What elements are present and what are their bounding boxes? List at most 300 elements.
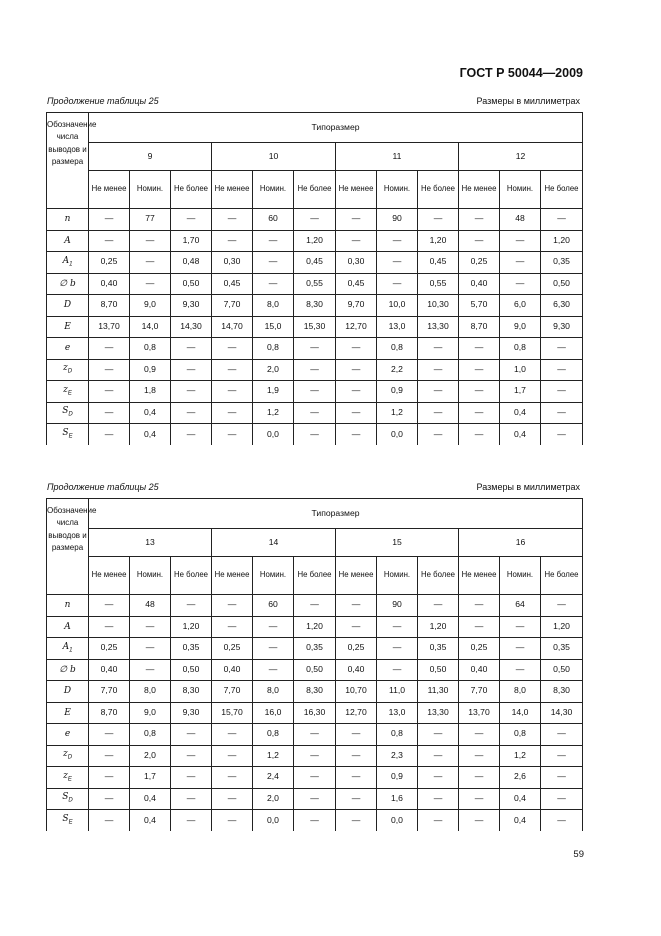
table-cell: 0,35: [418, 638, 459, 660]
table-cell: 0,25: [336, 638, 377, 660]
table-cell: —: [253, 638, 294, 660]
table-cell: 0,8: [377, 338, 418, 360]
table-cell: —: [212, 767, 253, 789]
table-cell: 13,70: [459, 702, 500, 724]
table-cell: —: [89, 381, 130, 403]
row-symbol: [47, 616, 89, 638]
table-cell: —: [336, 359, 377, 381]
table-cell: 0,45: [294, 252, 336, 274]
table-cell: —: [253, 273, 294, 295]
size-header: 15: [336, 529, 459, 557]
table-cell: 0,25: [459, 252, 500, 274]
table-cell: 0,0: [253, 424, 294, 446]
row-symbol: [47, 638, 89, 660]
symbol-subscript: D: [67, 755, 73, 762]
table-row: [47, 295, 583, 317]
size-header: 12: [459, 143, 583, 171]
table-cell: —: [89, 616, 130, 638]
symbol-text: e: [64, 343, 71, 354]
table-cell: 1,20: [541, 230, 583, 252]
table-cell: —: [459, 788, 500, 810]
table-row: [47, 381, 583, 403]
size-header: 16: [459, 529, 583, 557]
table-cell: 64: [500, 595, 541, 617]
table-cell: —: [253, 230, 294, 252]
table-cell: 15,70: [212, 702, 253, 724]
table-cell: —: [212, 810, 253, 832]
table-cell: —: [89, 745, 130, 767]
table-cell: 0,35: [294, 638, 336, 660]
sub-header: Не более: [171, 557, 212, 595]
table-cell: 0,4: [130, 424, 171, 446]
table-cell: —: [294, 424, 336, 446]
table-cell: —: [171, 209, 212, 231]
table-row: [47, 424, 583, 446]
size-header: 10: [212, 143, 336, 171]
dimensions-table: [46, 112, 583, 445]
table-cell: 60: [253, 209, 294, 231]
table-cell: —: [541, 745, 583, 767]
table-cell: —: [541, 209, 583, 231]
table-cell: 15,0: [253, 316, 294, 338]
table-cell: 48: [130, 595, 171, 617]
table-cell: —: [212, 724, 253, 746]
table-row: [47, 595, 583, 617]
table-cell: —: [500, 230, 541, 252]
table-cell: —: [212, 745, 253, 767]
row-symbol: [47, 273, 89, 295]
symbol-text: E: [64, 321, 71, 332]
table-cell: 1,20: [171, 616, 212, 638]
table-cell: 1,2: [253, 745, 294, 767]
table-cell: 9,30: [171, 295, 212, 317]
table-cell: —: [377, 273, 418, 295]
table-cell: 0,4: [500, 810, 541, 832]
symbol-subscript: E: [68, 819, 73, 826]
table-row: [47, 230, 583, 252]
table-cell: —: [171, 402, 212, 424]
table-caption-bar: [47, 482, 580, 496]
table-cell: 0,25: [89, 638, 130, 660]
table-cell: —: [212, 424, 253, 446]
table-row: [47, 638, 583, 660]
sub-header: Номин.: [377, 171, 418, 209]
symbol-text: A: [62, 641, 70, 652]
table-cell: 0,45: [212, 273, 253, 295]
row-symbol: [47, 810, 89, 832]
row-symbol: [47, 359, 89, 381]
table-cell: —: [541, 381, 583, 403]
table-cell: —: [459, 595, 500, 617]
table-cell: 0,35: [541, 252, 583, 274]
table-cell: —: [336, 788, 377, 810]
table-cell: —: [459, 724, 500, 746]
table-cell: —: [294, 745, 336, 767]
table-cell: 0,4: [130, 402, 171, 424]
table-cell: —: [294, 724, 336, 746]
table-cell: —: [294, 209, 336, 231]
row-symbol: [47, 767, 89, 789]
table-cell: —: [294, 359, 336, 381]
symbol-subscript: E: [68, 433, 73, 440]
table-cell: —: [89, 810, 130, 832]
table-cell: —: [418, 381, 459, 403]
symbol-text: A: [64, 621, 71, 632]
sub-header: Не менее: [212, 557, 253, 595]
sub-header: Не более: [418, 171, 459, 209]
table-cell: —: [253, 252, 294, 274]
table-cell: —: [212, 788, 253, 810]
row-symbol: [47, 424, 89, 446]
table-row: [47, 724, 583, 746]
table-cell: —: [418, 338, 459, 360]
sub-header: Номин.: [253, 171, 294, 209]
table-cell: —: [418, 810, 459, 832]
table-cell: 1,0: [500, 359, 541, 381]
table-cell: 1,20: [294, 616, 336, 638]
table-cell: 1,6: [377, 788, 418, 810]
table-cell: 0,4: [500, 402, 541, 424]
table-cell: —: [377, 252, 418, 274]
table-cell: —: [336, 767, 377, 789]
table-row: [47, 316, 583, 338]
symbol-subscript: 1: [69, 647, 73, 654]
table-cell: —: [171, 767, 212, 789]
table-cell: —: [294, 338, 336, 360]
table-cell: —: [130, 273, 171, 295]
table-cell: —: [89, 230, 130, 252]
table-cell: 0,40: [89, 273, 130, 295]
table-cell: 9,0: [130, 702, 171, 724]
table-cell: 9,30: [171, 702, 212, 724]
symbol-text: z: [62, 749, 68, 760]
table-cell: 0,40: [212, 659, 253, 681]
table-cell: —: [171, 595, 212, 617]
table-cell: 0,9: [130, 359, 171, 381]
table-cell: —: [294, 810, 336, 832]
table-cell: —: [541, 338, 583, 360]
table-cell: 8,30: [294, 681, 336, 703]
units-note: Размеры в миллиметрах: [476, 96, 580, 106]
sub-header: Не более: [171, 171, 212, 209]
table-cell: —: [89, 767, 130, 789]
table-cell: —: [212, 230, 253, 252]
sub-header: Не более: [418, 557, 459, 595]
table-cell: —: [171, 788, 212, 810]
table-cell: 12,70: [336, 316, 377, 338]
table-cell: —: [171, 338, 212, 360]
table-cell: 0,9: [377, 381, 418, 403]
table-cell: —: [253, 659, 294, 681]
table-row: [47, 273, 583, 295]
table-cell: 13,70: [89, 316, 130, 338]
table-row: [47, 209, 583, 231]
sub-header: Не более: [541, 171, 583, 209]
table-cell: —: [336, 745, 377, 767]
table-cell: —: [336, 810, 377, 832]
table-row: [47, 616, 583, 638]
table-cell: 14,30: [171, 316, 212, 338]
table-cell: —: [171, 359, 212, 381]
table-row: [47, 252, 583, 274]
sub-header: Не менее: [459, 557, 500, 595]
table-cell: —: [294, 381, 336, 403]
size-header: 14: [212, 529, 336, 557]
table-cell: —: [336, 616, 377, 638]
table-cell: —: [459, 359, 500, 381]
table-cell: —: [89, 424, 130, 446]
table-cell: —: [418, 402, 459, 424]
symbol-text: z: [62, 363, 68, 374]
row-symbol: [47, 338, 89, 360]
symbol-text: ∅ b: [59, 664, 76, 675]
table-cell: —: [459, 767, 500, 789]
page-number: 59: [573, 849, 584, 860]
row-symbol: [47, 316, 89, 338]
table-cell: —: [171, 424, 212, 446]
table-cell: 0,35: [541, 638, 583, 660]
table-caption-bar: [47, 96, 580, 110]
table-cell: 7,70: [212, 295, 253, 317]
document-standard-number: ГОСТ Р 50044—2009: [459, 66, 583, 80]
table-cell: 9,30: [541, 316, 583, 338]
table-cell: —: [500, 616, 541, 638]
table-cell: 0,55: [294, 273, 336, 295]
table-cell: —: [212, 338, 253, 360]
table-row: [47, 402, 583, 424]
table-cell: 1,7: [130, 767, 171, 789]
row-symbol: [47, 230, 89, 252]
table-cell: 2,6: [500, 767, 541, 789]
table-cell: 7,70: [89, 681, 130, 703]
table-cell: 6,30: [541, 295, 583, 317]
table-cell: 2,0: [253, 359, 294, 381]
table-cell: 0,40: [459, 273, 500, 295]
sub-header: Не более: [541, 557, 583, 595]
row-symbol: [47, 724, 89, 746]
table-cell: 11,0: [377, 681, 418, 703]
table-cell: 7,70: [212, 681, 253, 703]
table-cell: —: [541, 810, 583, 832]
row-symbol: [47, 681, 89, 703]
row-symbol: [47, 788, 89, 810]
size-header: 13: [89, 529, 212, 557]
sub-header: Номин.: [377, 557, 418, 595]
symbol-text: E: [64, 707, 71, 718]
table-cell: 10,0: [377, 295, 418, 317]
table-cell: 0,8: [253, 338, 294, 360]
table-cell: 8,0: [253, 295, 294, 317]
table-cell: —: [294, 595, 336, 617]
table-cell: 0,8: [130, 724, 171, 746]
table-cell: 15,30: [294, 316, 336, 338]
table-cell: 9,0: [500, 316, 541, 338]
table-cell: 60: [253, 595, 294, 617]
table-cell: 11,30: [418, 681, 459, 703]
table-cell: 6,0: [500, 295, 541, 317]
symbol-text: S: [62, 814, 69, 825]
sub-header: Номин.: [500, 171, 541, 209]
table-cell: 8,0: [253, 681, 294, 703]
table-cell: 0,50: [541, 659, 583, 681]
table-cell: 1,20: [418, 616, 459, 638]
sub-header: Номин.: [500, 557, 541, 595]
table-cell: —: [500, 252, 541, 274]
table-cell: 8,30: [294, 295, 336, 317]
table-cell: —: [336, 381, 377, 403]
table-cell: —: [459, 209, 500, 231]
table-cell: —: [89, 209, 130, 231]
table-cell: —: [89, 788, 130, 810]
table-cell: —: [171, 810, 212, 832]
table-cell: —: [541, 595, 583, 617]
table-cell: 13,30: [418, 702, 459, 724]
table-cell: 9,70: [336, 295, 377, 317]
table-cell: —: [89, 359, 130, 381]
designation-header: Обозначение числа выводов и размера: [47, 113, 89, 209]
table-cell: —: [459, 338, 500, 360]
table-cell: —: [130, 638, 171, 660]
table-cell: 2,2: [377, 359, 418, 381]
sub-header: Не менее: [459, 171, 500, 209]
table-cell: 0,40: [336, 659, 377, 681]
table-cell: —: [377, 616, 418, 638]
table-cell: 0,25: [212, 638, 253, 660]
table-cell: 0,4: [130, 788, 171, 810]
table-cell: 1,20: [541, 616, 583, 638]
table-cell: 16,30: [294, 702, 336, 724]
size-group-header: Типоразмер: [89, 499, 583, 529]
table-cell: —: [418, 424, 459, 446]
table-cell: 0,4: [500, 424, 541, 446]
table-cell: 1,8: [130, 381, 171, 403]
table-cell: 10,70: [336, 681, 377, 703]
table-cell: 48: [500, 209, 541, 231]
table-cell: —: [336, 595, 377, 617]
table-cell: —: [336, 724, 377, 746]
symbol-text: z: [63, 770, 68, 781]
table-cell: —: [130, 252, 171, 274]
table-cell: —: [294, 788, 336, 810]
sub-header: Номин.: [130, 171, 171, 209]
row-symbol: [47, 381, 89, 403]
row-symbol: [47, 595, 89, 617]
table-row: [47, 681, 583, 703]
table-row: [47, 745, 583, 767]
table-cell: 0,4: [500, 788, 541, 810]
sub-header: Не более: [294, 171, 336, 209]
table-cell: 8,30: [171, 681, 212, 703]
table-cell: —: [171, 381, 212, 403]
table-cell: 0,48: [171, 252, 212, 274]
table-cell: 0,25: [459, 638, 500, 660]
symbol-text: n: [64, 600, 71, 611]
table-cell: —: [89, 724, 130, 746]
table-cell: —: [418, 724, 459, 746]
table-cell: —: [130, 230, 171, 252]
table-cell: 0,0: [377, 810, 418, 832]
table-cell: —: [459, 810, 500, 832]
table-cell: 0,50: [294, 659, 336, 681]
table-cell: 1,20: [418, 230, 459, 252]
table-cell: 0,9: [377, 767, 418, 789]
table-cell: 2,0: [253, 788, 294, 810]
table-cell: 0,50: [541, 273, 583, 295]
symbol-subscript: E: [67, 390, 72, 397]
row-symbol: [47, 295, 89, 317]
table-cell: 90: [377, 209, 418, 231]
table-cell: —: [459, 424, 500, 446]
table-cell: 0,4: [130, 810, 171, 832]
table-cell: —: [377, 230, 418, 252]
units-note: Размеры в миллиметрах: [476, 482, 580, 492]
table-cell: 1,9: [253, 381, 294, 403]
table-cell: 2,0: [130, 745, 171, 767]
table-cell: 0,30: [336, 252, 377, 274]
table-cell: 90: [377, 595, 418, 617]
table-cell: —: [541, 788, 583, 810]
sub-header: Не менее: [336, 557, 377, 595]
table-cell: —: [459, 381, 500, 403]
table-cell: —: [130, 659, 171, 681]
sub-header: Не менее: [212, 171, 253, 209]
table-cell: —: [459, 230, 500, 252]
symbol-text: ∅ b: [59, 278, 76, 289]
sub-header: Номин.: [253, 557, 294, 595]
table-cell: —: [459, 616, 500, 638]
table-cell: —: [212, 359, 253, 381]
table-cell: —: [336, 424, 377, 446]
table-cell: 0,40: [459, 659, 500, 681]
table-caption: Продолжение таблицы 25: [47, 96, 159, 106]
table-row: [47, 767, 583, 789]
table-cell: —: [212, 402, 253, 424]
table-cell: —: [377, 638, 418, 660]
table-cell: —: [171, 745, 212, 767]
table-cell: —: [541, 359, 583, 381]
table-cell: —: [294, 402, 336, 424]
table-cell: 7,70: [459, 681, 500, 703]
table-cell: 2,4: [253, 767, 294, 789]
table-cell: 0,8: [500, 338, 541, 360]
sub-header: Не менее: [336, 171, 377, 209]
table-cell: 2,3: [377, 745, 418, 767]
table-cell: 14,0: [500, 702, 541, 724]
symbol-text: D: [63, 686, 72, 697]
table-cell: 14,30: [541, 702, 583, 724]
symbol-text: A: [62, 255, 70, 266]
table-cell: —: [459, 402, 500, 424]
table-cell: 9,0: [130, 295, 171, 317]
table-cell: 16,0: [253, 702, 294, 724]
table-cell: 8,30: [541, 681, 583, 703]
table-cell: —: [336, 402, 377, 424]
table-cell: —: [418, 209, 459, 231]
table-cell: 0,0: [377, 424, 418, 446]
table-row: [47, 359, 583, 381]
row-symbol: [47, 702, 89, 724]
table-cell: 0,55: [418, 273, 459, 295]
table-cell: 13,0: [377, 702, 418, 724]
table-cell: 1,20: [294, 230, 336, 252]
table-cell: —: [89, 595, 130, 617]
table-cell: —: [418, 595, 459, 617]
table-row: [47, 338, 583, 360]
table-cell: —: [336, 230, 377, 252]
symbol-subscript: D: [67, 369, 73, 376]
table-cell: —: [89, 338, 130, 360]
table-cell: 13,30: [418, 316, 459, 338]
